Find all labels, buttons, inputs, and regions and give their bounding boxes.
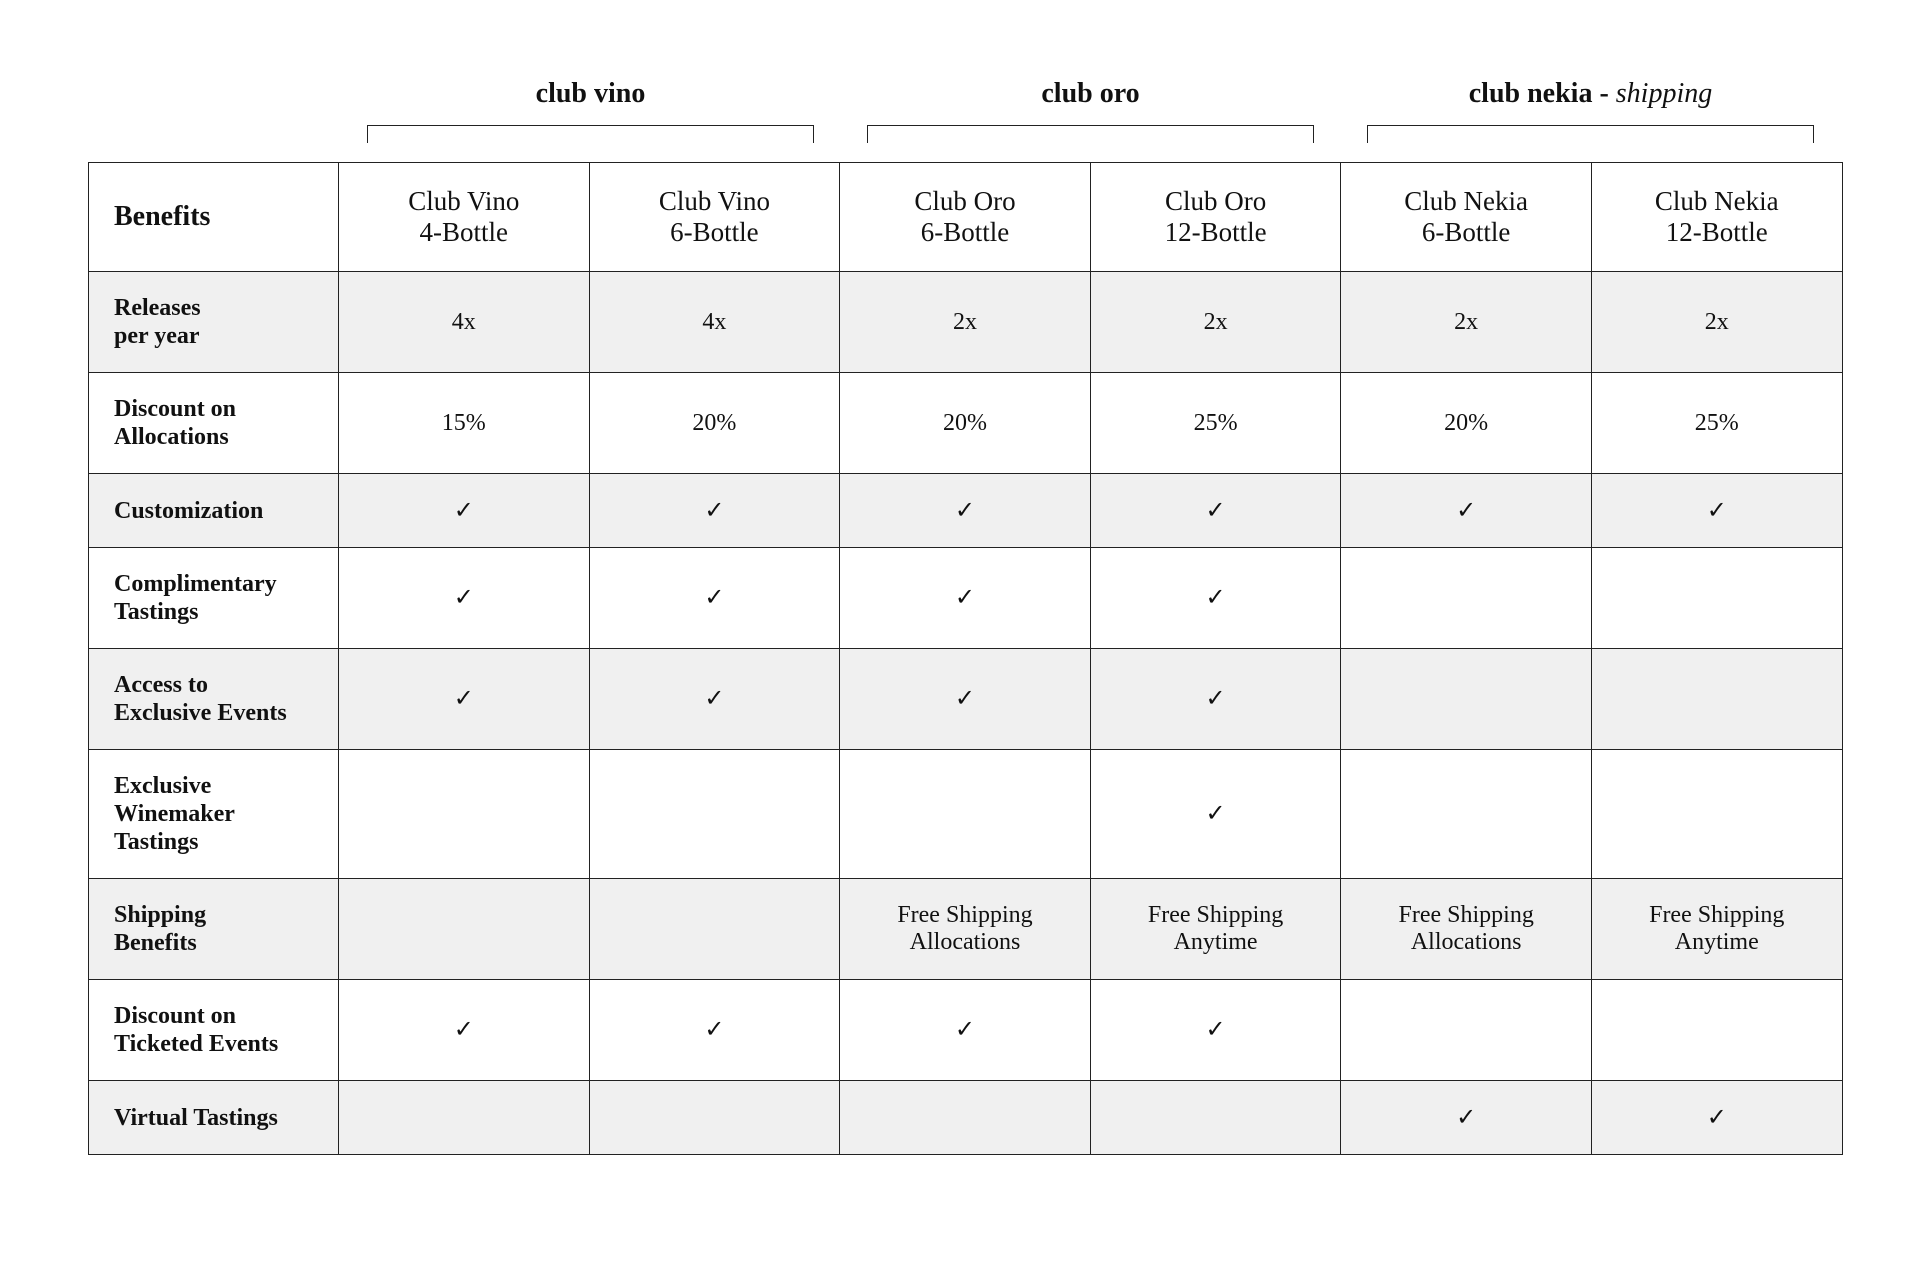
benefit-empty-cell [840, 1081, 1091, 1155]
benefit-value-cell: 20% [840, 373, 1091, 474]
group-title-club-nekia-main: club nekia [1468, 78, 1593, 109]
benefit-value-cell: 4x [589, 272, 840, 373]
benefit-check-cell [1341, 474, 1592, 548]
table-row [89, 474, 1843, 548]
plan-header-name: Club Nekia [1654, 186, 1779, 216]
table-header-row [89, 163, 1843, 272]
table-row [89, 272, 1843, 373]
benefit-label-line: Benefits [114, 930, 197, 956]
benefit-empty-cell [840, 750, 1091, 879]
benefit-label-line: Exclusive Events [114, 700, 287, 726]
benefit-label-line: Access to [114, 672, 208, 698]
benefit-empty-cell [589, 879, 840, 980]
group-header-club-oro [867, 76, 1314, 146]
table-row [89, 1081, 1843, 1155]
checkmark-icon: ✓ [704, 495, 725, 524]
benefit-empty-cell [1090, 1081, 1341, 1155]
benefit-check-cell [1591, 1081, 1842, 1155]
checkmark-icon: ✓ [704, 1015, 725, 1043]
plan-header-club-nekia-6 [1341, 163, 1592, 272]
benefit-empty-cell [339, 1081, 590, 1155]
group-title-club-nekia [1367, 76, 1814, 112]
checkmark-icon: ✓ [453, 1015, 474, 1043]
benefit-label-line: Tastings [114, 599, 199, 625]
benefit-label [89, 373, 339, 474]
table-row [89, 649, 1843, 750]
checkmark-icon: ✓ [1706, 1102, 1727, 1131]
checkmark-icon: ✓ [1456, 1102, 1477, 1131]
benefit-label-line: Ticketed Events [114, 1031, 279, 1057]
group-header-club-nekia [1367, 76, 1814, 146]
benefit-value-cell: 25% [1090, 373, 1341, 474]
benefit-label-line: Discount on [114, 1003, 237, 1029]
benefit-empty-cell [1591, 980, 1842, 1081]
checkmark-icon: ✓ [1205, 684, 1226, 712]
plan-header-club-nekia-12 [1591, 163, 1842, 272]
benefit-check-cell [1090, 649, 1341, 750]
table-row [89, 373, 1843, 474]
checkmark-icon: ✓ [954, 583, 976, 611]
benefit-value-cell [1090, 879, 1341, 980]
plan-header-club-vino-4 [339, 163, 590, 272]
benefit-label-line: Tastings [114, 829, 199, 855]
benefit-value-line: Anytime [1674, 929, 1759, 955]
benefit-empty-cell [1341, 750, 1592, 879]
benefit-check-cell [1341, 1081, 1592, 1155]
plan-header-size: 6-Bottle [670, 217, 759, 247]
benefit-label [89, 474, 339, 548]
benefit-check-cell [1090, 548, 1341, 649]
group-title-club-vino: club vino [535, 78, 646, 109]
checkmark-icon: ✓ [1205, 1015, 1226, 1043]
benefit-label-line: Virtual Tastings [114, 1104, 278, 1131]
benefit-empty-cell [1341, 649, 1592, 750]
plan-header-club-oro-12 [1090, 163, 1341, 272]
benefit-label-line: Releases [114, 295, 201, 321]
checkmark-icon: ✓ [453, 495, 474, 524]
benefit-check-cell [1090, 750, 1341, 879]
benefit-value-line: Free Shipping [897, 902, 1033, 928]
benefit-empty-cell [1341, 980, 1592, 1081]
benefit-check-cell [1591, 474, 1842, 548]
benefit-empty-cell [589, 1081, 840, 1155]
checkmark-icon: ✓ [453, 583, 474, 611]
benefit-empty-cell [339, 879, 590, 980]
benefit-empty-cell [1341, 548, 1592, 649]
checkmark-icon: ✓ [704, 684, 725, 712]
plan-header-name: Club Nekia [1404, 186, 1529, 216]
benefit-value-line: Free Shipping [1398, 902, 1534, 928]
plan-header-name: Club Oro [914, 186, 1016, 216]
benefit-value-cell: 2x [1341, 272, 1592, 373]
checkmark-icon: ✓ [704, 583, 725, 611]
plan-header-club-oro-6 [840, 163, 1091, 272]
table-row [89, 980, 1843, 1081]
benefits-header: Benefits [89, 163, 339, 272]
table-row [89, 879, 1843, 980]
benefit-empty-cell [1591, 649, 1842, 750]
benefit-value-cell [1341, 879, 1592, 980]
benefit-label [89, 272, 339, 373]
plan-header-name: Club Vino [408, 186, 520, 216]
benefit-check-cell [1090, 980, 1341, 1081]
benefit-label-line: Allocations [114, 424, 229, 450]
plan-header-club-vino-6 [589, 163, 840, 272]
benefit-empty-cell [1591, 548, 1842, 649]
checkmark-icon: ✓ [954, 1015, 976, 1043]
benefit-value-cell: 2x [1591, 272, 1842, 373]
benefit-value-cell: 20% [589, 373, 840, 474]
group-header-club-vino [367, 76, 814, 146]
benefit-label-line: Winemaker [114, 801, 235, 827]
plan-header-size: 12-Bottle [1164, 217, 1267, 247]
benefit-empty-cell [589, 750, 840, 879]
benefit-label-line: Customization [114, 497, 264, 524]
benefit-value-cell [1591, 879, 1842, 980]
benefit-label [89, 548, 339, 649]
benefit-value-cell: 2x [840, 272, 1091, 373]
benefit-label-line: per year [114, 323, 200, 349]
plan-header-size: 6-Bottle [920, 217, 1010, 247]
group-bracket-club-vino [367, 125, 814, 143]
group-title-club-oro: club oro [1041, 78, 1140, 109]
group-title-club-nekia-subtitle: shipping [1615, 78, 1713, 109]
benefit-check-cell [1090, 474, 1341, 548]
benefits-comparison-table [88, 162, 1843, 1155]
benefit-label [89, 980, 339, 1081]
benefit-value-cell: 20% [1341, 373, 1592, 474]
benefit-value-cell: 15% [339, 373, 590, 474]
benefit-empty-cell [339, 750, 590, 879]
benefit-label [89, 1081, 339, 1155]
plan-header-size: 4-Bottle [419, 217, 509, 247]
benefit-value-cell [840, 879, 1091, 980]
benefit-value-cell: 25% [1591, 373, 1842, 474]
benefit-check-cell [840, 548, 1091, 649]
checkmark-icon: ✓ [1456, 495, 1477, 524]
plan-header-size: 6-Bottle [1421, 217, 1511, 247]
plan-header-size: 12-Bottle [1665, 217, 1768, 247]
group-bracket-club-nekia [1367, 125, 1814, 143]
table-body [89, 272, 1843, 1155]
benefit-value-line: Allocations [909, 929, 1021, 955]
benefit-check-cell [589, 474, 840, 548]
checkmark-icon: ✓ [453, 684, 474, 712]
plan-header-name: Club Oro [1164, 186, 1267, 216]
table-row [89, 548, 1843, 649]
benefit-value-cell: 2x [1090, 272, 1341, 373]
group-title-separator: - [1592, 78, 1616, 109]
checkmark-icon: ✓ [1205, 495, 1226, 524]
checkmark-icon: ✓ [954, 495, 976, 524]
benefit-check-cell [589, 649, 840, 750]
checkmark-icon: ✓ [1706, 495, 1727, 524]
benefit-check-cell [589, 548, 840, 649]
benefit-empty-cell [1591, 750, 1842, 879]
benefit-label-line: Discount on [114, 396, 237, 422]
benefit-label [89, 750, 339, 879]
benefit-label [89, 649, 339, 750]
plan-header-name: Club Vino [658, 186, 770, 216]
benefit-label-line: Exclusive [114, 773, 212, 799]
checkmark-icon: ✓ [1205, 583, 1226, 611]
benefit-value-line: Anytime [1173, 929, 1258, 955]
benefit-check-cell [339, 980, 590, 1081]
benefit-label [89, 879, 339, 980]
benefit-check-cell [840, 980, 1091, 1081]
benefit-value-cell: 4x [339, 272, 590, 373]
group-bracket-club-oro [867, 125, 1314, 143]
checkmark-icon: ✓ [954, 684, 976, 712]
benefit-check-cell [840, 649, 1091, 750]
benefit-check-cell [589, 980, 840, 1081]
benefit-label-line: Complimentary [114, 571, 277, 597]
benefit-check-cell [339, 474, 590, 548]
checkmark-icon: ✓ [1205, 799, 1226, 827]
benefit-value-line: Free Shipping [1649, 902, 1785, 928]
table-row [89, 750, 1843, 879]
benefit-check-cell [840, 474, 1091, 548]
benefit-check-cell [339, 548, 590, 649]
benefit-value-line: Free Shipping [1147, 902, 1284, 928]
benefit-check-cell [339, 649, 590, 750]
benefit-label-line: Shipping [114, 902, 207, 928]
benefit-value-line: Allocations [1410, 929, 1522, 955]
